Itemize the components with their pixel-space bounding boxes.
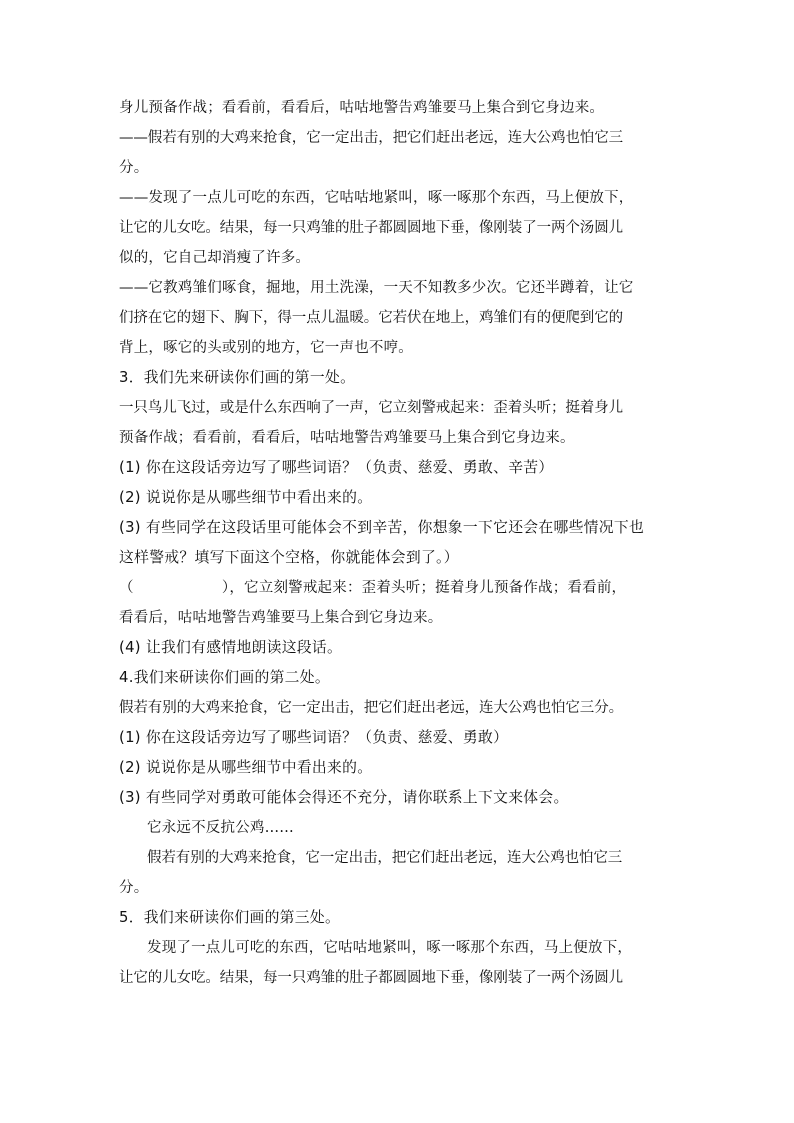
text-line-29: 发现了一点儿可吃的东西，它咕咕地紧叫，啄一啄那个东西，马上便放下，: [147, 940, 633, 956]
question-line-2: (2) 说说你是从哪些细节中看出来的。: [119, 489, 373, 506]
question-line-8: (3) 有些同学对勇敢可能体会得还不充分，请你联系上下文来体会。: [119, 789, 569, 806]
text-line-25: 它永远不反抗公鸡……: [147, 820, 294, 836]
question-line-3: (3) 有些同学在这段话里可能体会不到辛苦，你想象一下它还会在哪些情况下也: [119, 519, 645, 536]
section-heading-4: 4.我们来研读你们画的第二处。: [119, 669, 330, 686]
text-line-30: 让它的儿女吃。结果，每一只鸡雏的肚子都圆圆地下垂，像刚装了一两个汤圆儿: [119, 970, 623, 986]
text-line-27: 分。: [119, 880, 149, 896]
text-line-5: 让它的儿女吃。结果，每一只鸡雏的肚子都圆圆地下垂，像刚装了一两个汤圆儿: [119, 220, 623, 236]
text-line-8: 们挤在它的翅下、胸下，得一点儿温暖。它若伏在地上，鸡雏们有的便爬到它的: [119, 310, 623, 326]
fill-in-line-1: （ ），它立刻警戒起来：歪着头听；挺着身儿预备作战；看看前，: [119, 580, 627, 596]
section-heading-5: 5．我们来研读你们画的第三处。: [119, 909, 341, 926]
text-line-26: 假若有别的大鸡来抢食，它一定出击，把它们赶出老远，连大公鸡也怕它三: [147, 850, 623, 866]
text-line-11: 一只鸟儿飞过，或是什么东西响了一声，它立刻警戒起来：歪着头听；挺着身儿: [119, 400, 623, 416]
fill-in-line-2: 看看后，咕咕地警告鸡雏要马上集合到它身边来。: [119, 610, 443, 626]
text-line-6: 似的，它自己却消瘦了许多。: [119, 250, 311, 266]
text-line-21: 假若有别的大鸡来抢食，它一定出击，把它们赶出老远，连大公鸡也怕它三分。: [119, 700, 623, 716]
question-line-6: (1) 你在这段话旁边写了哪些词语？（负责、慈爱、勇敢）: [119, 729, 509, 746]
text-line-3: 分。: [119, 160, 149, 176]
question-line-5: (4) 让我们有感情地朗读这段话。: [119, 639, 343, 656]
question-line-1: (1) 你在这段话旁边写了哪些词语？（负责、慈爱、勇敢、辛苦）: [119, 459, 554, 476]
section-heading-3: 3．我们先来研读你们画的第一处。: [119, 369, 356, 386]
text-line-1: 身儿预备作战；看看前，看看后，咕咕地警告鸡雏要马上集合到它身边来。: [119, 100, 605, 116]
text-line-12: 预备作战；看看前，看看后，咕咕地警告鸡雏要马上集合到它身边来。: [119, 430, 575, 446]
text-line-7: ——它教鸡雏们啄食，掘地，用土洗澡，一天不知教多少次。它还半蹲着，让它: [119, 280, 634, 296]
text-line-9: 背上，啄它的头或别的地方，它一声也不哼。: [119, 340, 413, 356]
question-line-4: 这样警戒？填写下面这个空格，你就能体会到了。）: [119, 549, 459, 566]
text-line-4: ——发现了一点儿可吃的东西，它咕咕地紧叫，啄一啄那个东西，马上便放下，: [119, 190, 634, 206]
document-body: [119, 93, 684, 993]
text-line-2: ——假若有别的大鸡来抢食，它一定出击，把它们赶出老远，连大公鸡也怕它三: [119, 130, 623, 146]
question-line-7: (2) 说说你是从哪些细节中看出来的。: [119, 759, 373, 776]
